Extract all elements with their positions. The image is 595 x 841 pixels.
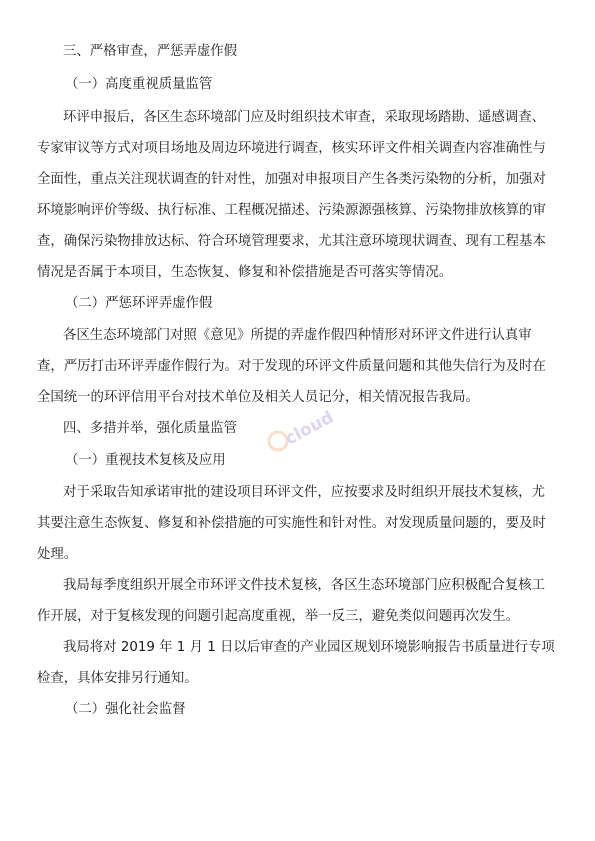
paragraph-line: 专家审议等方式对项目场地及周边环境进行调查，核实环评文件相关调查内容准确性与 [37,141,546,156]
paragraph-line: 各区生态环境部门对照《意见》所提的弄虚作假四种情形对环评文件进行认真审 [63,328,532,343]
paragraph-line: 全面性，重点关注现状调查的针对性，加强对申报项目产生各类污染物的分析，加强对 [37,172,546,187]
paragraph-line: 作开展，对于复核发现的问题引起高度重视，举一反三，避免类似问题再次发生。 [37,609,520,624]
subsection-heading-3-1: （一）高度重视质量监管 [65,77,213,92]
paragraph-line: 检查，具体安排另行通知。 [37,671,198,686]
section-heading-3: 三、严格审查，严惩弄虚作假 [63,44,238,59]
paragraph-line: 全国统一的环评信用平台对技术单位及相关人员记分，相关情况报告我局。 [37,390,479,405]
subsection-heading-3-2: （二）严惩环评弄虚作假 [65,296,213,311]
cloud-watermark-logo [262,395,354,465]
paragraph-line: 其要注意生态恢复、修复和补偿措施的可实施性和针对性。对发现质量问题的，要及时 [37,516,546,531]
paragraph-line: 处理。 [37,547,78,562]
paragraph-line: 查，确保污染物排放达标、符合环境管理要求，尤其注意环境现状调查、现有工程基本 [37,234,546,249]
paragraph-line: 环评申报后，各区生态环境部门应及时组织技术审查，采取现场踏勘、遥感调查、 [63,110,546,125]
paragraph-line: 情况是否属于本项目，生态恢复、修复和补偿措施是否可落实等情况。 [37,265,453,280]
paragraph-line: 环境影响评价等级、执行标准、工程概况描述、污染源源强核算、污染物排放核算的审 [37,203,546,218]
watermark-text: cloud [281,407,338,450]
paragraph-line: 我局每季度组织开展全市环评文件技术复核，各区生态环境部门应积极配合复核工 [63,578,546,593]
paragraph-line: 我局将对 2019 年 1 月 1 日以后审查的产业园区规划环境影响报告书质量进行专项 [63,640,555,655]
subsection-heading-4-1: （一）重视技术复核及应用 [65,453,226,468]
subsection-heading-4-2: （二）强化社会监督 [65,702,186,717]
paragraph-line: 查，严厉打击环评弄虚作假行为。对于发现的环评文件质量问题和其他失信行为及时在 [37,359,546,374]
section-heading-4: 四、多措并举，强化质量监管 [63,421,238,436]
paragraph-line: 对于采取告知承诺审批的建设项目环评文件，应按要求及时组织开展技术复核，尤 [63,485,546,500]
